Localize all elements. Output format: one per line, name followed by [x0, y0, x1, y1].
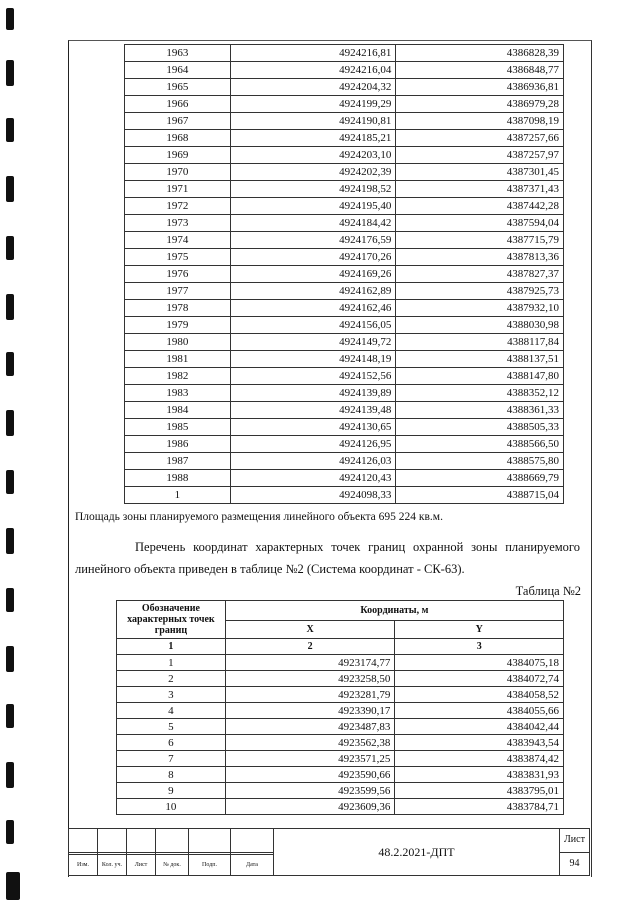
x-coordinate: 4924098,33: [230, 487, 396, 504]
binding-mark: [6, 60, 14, 86]
y-coordinate: 4388352,12: [396, 385, 564, 402]
table-row: [125, 45, 564, 62]
y-coordinate: 4386936,81: [396, 79, 564, 96]
point-number: 3: [117, 687, 226, 703]
table-row: [117, 767, 564, 783]
binding-mark: [6, 118, 14, 142]
point-number: 1972: [125, 198, 231, 215]
table-row: [125, 402, 564, 419]
y-coordinate: 4384055,66: [395, 703, 564, 719]
point-number: 1966: [125, 96, 231, 113]
stamp-label: Подп.: [189, 854, 231, 875]
x-coordinate: 4924199,29: [230, 96, 396, 113]
y-coordinate: 4384075,18: [395, 655, 564, 671]
col-number: 2: [225, 639, 395, 655]
table-row: [125, 198, 564, 215]
table-row: [125, 487, 564, 504]
table-row: [117, 671, 564, 687]
coordinates-table-2: [116, 600, 564, 815]
y-coordinate: 4388505,33: [396, 419, 564, 436]
x-coordinate: 4924149,72: [230, 334, 396, 351]
point-number: 1977: [125, 283, 231, 300]
header-points: Обозначение характерных точек границ: [117, 601, 226, 639]
y-coordinate: 4387257,66: [396, 130, 564, 147]
y-coordinate: 4387301,45: [396, 164, 564, 181]
table-row: [117, 719, 564, 735]
binding-mark: [6, 872, 20, 900]
point-number: 1976: [125, 266, 231, 283]
point-number: 1983: [125, 385, 231, 402]
y-coordinate: 4388715,04: [396, 487, 564, 504]
x-coordinate: 4924204,32: [230, 79, 396, 96]
area-text: Площадь зоны планируемого размещения линейного объекта 695 224 кв.м.: [75, 511, 443, 523]
y-coordinate: 4387594,04: [396, 215, 564, 232]
point-number: 1986: [125, 436, 231, 453]
x-coordinate: 4924202,39: [230, 164, 396, 181]
x-coordinate: 4923562,38: [225, 735, 395, 751]
stamp-label: Лист: [127, 854, 156, 875]
y-coordinate: 4384072,74: [395, 671, 564, 687]
header-x: X: [225, 621, 395, 639]
document-code: 48.2.2021-ДПТ: [274, 829, 560, 876]
point-number: 1969: [125, 147, 231, 164]
table-row: [117, 703, 564, 719]
point-number: 1970: [125, 164, 231, 181]
x-coordinate: 4924139,48: [230, 402, 396, 419]
table-row: [125, 266, 564, 283]
y-coordinate: 4384042,44: [395, 719, 564, 735]
binding-mark: [6, 470, 14, 494]
y-coordinate: 4387932,10: [396, 300, 564, 317]
y-coordinate: 4387442,28: [396, 198, 564, 215]
x-coordinate: 4924162,46: [230, 300, 396, 317]
x-coordinate: 4924169,26: [230, 266, 396, 283]
x-coordinate: 4923174,77: [225, 655, 395, 671]
x-coordinate: 4924185,21: [230, 130, 396, 147]
y-coordinate: 4388147,80: [396, 368, 564, 385]
table-row: [125, 62, 564, 79]
y-coordinate: 4388566,50: [396, 436, 564, 453]
x-coordinate: 4924198,52: [230, 181, 396, 198]
table-row: [125, 113, 564, 130]
point-number: 1975: [125, 249, 231, 266]
y-coordinate: 4383795,01: [395, 783, 564, 799]
point-number: 1984: [125, 402, 231, 419]
table-row: [125, 453, 564, 470]
table-row: [125, 147, 564, 164]
y-coordinate: 4386848,77: [396, 62, 564, 79]
y-coordinate: 4387925,73: [396, 283, 564, 300]
point-number: 9: [117, 783, 226, 799]
table-row: [125, 215, 564, 232]
point-number: 4: [117, 703, 226, 719]
x-coordinate: 4924184,42: [230, 215, 396, 232]
x-coordinate: 4924190,81: [230, 113, 396, 130]
x-coordinate: 4923487,83: [225, 719, 395, 735]
binding-mark: [6, 646, 14, 672]
table-row: [125, 470, 564, 487]
table-caption: Таблица №2: [515, 584, 581, 598]
point-number: 1978: [125, 300, 231, 317]
point-number: 1971: [125, 181, 231, 198]
x-coordinate: 4924148,19: [230, 351, 396, 368]
point-number: 1980: [125, 334, 231, 351]
sheet-label: Лист: [560, 829, 590, 853]
x-coordinate: 4923599,56: [225, 783, 395, 799]
point-number: 1967: [125, 113, 231, 130]
y-coordinate: 4388361,33: [396, 402, 564, 419]
point-number: 1985: [125, 419, 231, 436]
point-number: 10: [117, 799, 226, 815]
y-coordinate: 4383784,71: [395, 799, 564, 815]
point-number: 5: [117, 719, 226, 735]
x-coordinate: 4924152,56: [230, 368, 396, 385]
col-number: 3: [395, 639, 564, 655]
binding-mark: [6, 588, 14, 612]
y-coordinate: 4387813,36: [396, 249, 564, 266]
point-number: 1964: [125, 62, 231, 79]
point-number: 2: [117, 671, 226, 687]
x-coordinate: 4923590,66: [225, 767, 395, 783]
stamp-label: Изм.: [69, 854, 98, 875]
point-number: 1982: [125, 368, 231, 385]
x-coordinate: 4923571,25: [225, 751, 395, 767]
point-number: 1968: [125, 130, 231, 147]
table-row: [125, 181, 564, 198]
x-coordinate: 4924126,03: [230, 453, 396, 470]
table-row: [125, 300, 564, 317]
table-row: [125, 130, 564, 147]
x-coordinate: 4924156,05: [230, 317, 396, 334]
x-coordinate: 4924130,65: [230, 419, 396, 436]
table-row: [125, 249, 564, 266]
table-row: [125, 419, 564, 436]
binding-mark: [6, 762, 14, 788]
x-coordinate: 4924195,40: [230, 198, 396, 215]
header-coords: Координаты, м: [225, 601, 563, 621]
y-coordinate: 4384058,52: [395, 687, 564, 703]
point-number: 1981: [125, 351, 231, 368]
y-coordinate: 4386828,39: [396, 45, 564, 62]
title-block: [68, 828, 590, 876]
point-number: 1: [117, 655, 226, 671]
binding-mark: [6, 236, 14, 260]
table-row: [117, 735, 564, 751]
y-coordinate: 4387715,79: [396, 232, 564, 249]
y-coordinate: 4387098,19: [396, 113, 564, 130]
x-coordinate: 4923609,36: [225, 799, 395, 815]
table-row: [125, 283, 564, 300]
y-coordinate: 4388030,98: [396, 317, 564, 334]
point-number: 1979: [125, 317, 231, 334]
table-row: [125, 164, 564, 181]
point-number: 1: [125, 487, 231, 504]
x-coordinate: 4924139,89: [230, 385, 396, 402]
table-row: [117, 751, 564, 767]
point-number: 8: [117, 767, 226, 783]
y-coordinate: 4387827,37: [396, 266, 564, 283]
x-coordinate: 4924162,89: [230, 283, 396, 300]
binding-mark: [6, 528, 14, 554]
binding-mark: [6, 294, 14, 320]
x-coordinate: 4924216,81: [230, 45, 396, 62]
x-coordinate: 4924203,10: [230, 147, 396, 164]
y-coordinate: 4383874,42: [395, 751, 564, 767]
y-coordinate: 4388117,84: [396, 334, 564, 351]
col-number: 1: [117, 639, 226, 655]
x-coordinate: 4923258,50: [225, 671, 395, 687]
table-row: [117, 783, 564, 799]
paragraph: Перечень координат характерных точек границ охранной зоны планируемого линейного объекта приведен в таблице №2 (Система координат - СК-63).: [75, 540, 580, 576]
binding-mark: [6, 352, 14, 376]
coordinates-table-1: [124, 44, 564, 504]
x-coordinate: 4923390,17: [225, 703, 395, 719]
point-number: 1974: [125, 232, 231, 249]
stamp-label: Кол. уч.: [98, 854, 127, 875]
point-number: 1987: [125, 453, 231, 470]
table-row: [125, 79, 564, 96]
stamp-label: № док.: [156, 854, 189, 875]
header-y: Y: [395, 621, 564, 639]
table-row: [125, 96, 564, 113]
y-coordinate: 4383943,54: [395, 735, 564, 751]
point-number: 6: [117, 735, 226, 751]
point-number: 1965: [125, 79, 231, 96]
x-coordinate: 4924216,04: [230, 62, 396, 79]
y-coordinate: 4383831,93: [395, 767, 564, 783]
y-coordinate: 4386979,28: [396, 96, 564, 113]
x-coordinate: 4924170,26: [230, 249, 396, 266]
table-row: [125, 436, 564, 453]
stamp-label: Дата: [231, 854, 274, 875]
y-coordinate: 4387371,43: [396, 181, 564, 198]
y-coordinate: 4388137,51: [396, 351, 564, 368]
point-number: 1988: [125, 470, 231, 487]
table-row: [125, 334, 564, 351]
table-row: [117, 655, 564, 671]
sheet-number: 94: [560, 852, 590, 876]
table-row: [125, 385, 564, 402]
x-coordinate: 4924126,95: [230, 436, 396, 453]
binding-mark: [6, 704, 14, 728]
table-row: [125, 232, 564, 249]
table-row: [125, 368, 564, 385]
binding-mark: [6, 176, 14, 202]
point-number: 1963: [125, 45, 231, 62]
x-coordinate: 4923281,79: [225, 687, 395, 703]
table-row: [125, 351, 564, 368]
binding-mark: [6, 410, 14, 436]
x-coordinate: 4924176,59: [230, 232, 396, 249]
y-coordinate: 4388669,79: [396, 470, 564, 487]
point-number: 7: [117, 751, 226, 767]
binding-mark: [6, 820, 14, 844]
y-coordinate: 4387257,97: [396, 147, 564, 164]
binding-mark: [6, 8, 14, 30]
y-coordinate: 4388575,80: [396, 453, 564, 470]
table-row: [117, 687, 564, 703]
table-row: [117, 799, 564, 815]
point-number: 1973: [125, 215, 231, 232]
x-coordinate: 4924120,43: [230, 470, 396, 487]
table-row: [125, 317, 564, 334]
